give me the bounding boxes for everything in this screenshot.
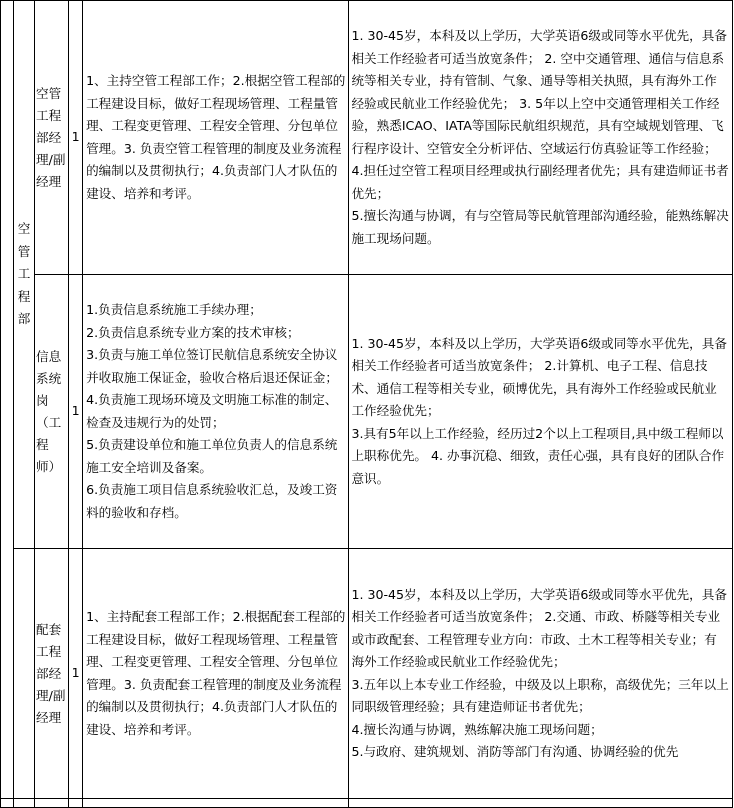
requirements-cell bbox=[349, 1, 733, 275]
position-cell bbox=[35, 549, 69, 799]
requirement-text: 3.具有5年以上工作经验，经历过2个以上工程项目,具中级工程师以上职称优先。 4. 办事沉稳、细致，责任心强，具有良好的团队合作意识。 bbox=[351, 425, 725, 486]
duties-cell bbox=[83, 549, 349, 799]
requirement-text: 1. 30-45岁，本科及以上学历，大学英语6级或同等水平优先，具备相关工作经验者可适当放宽条件； 2.交通、市政、桥隧等相关专业或市政配套、工程管理专业方向：市政、土木工程等相关专业；有海外工作经验或民航业工作经验优先； bbox=[351, 586, 727, 669]
duty-text: 6.负责施工项目信息系统验收汇总，及竣工资料的验收和存档。 bbox=[86, 482, 338, 520]
requirement-text: 5.与政府、建筑规划、消防等部门有沟通、协调经验的优先 bbox=[351, 744, 679, 759]
duties-cell bbox=[83, 275, 349, 549]
blank-cell bbox=[83, 799, 349, 808]
blank-cell bbox=[35, 799, 69, 808]
headcount-cell bbox=[69, 1, 83, 275]
department-cell bbox=[14, 1, 35, 549]
position-cell bbox=[35, 1, 69, 275]
position-cell bbox=[35, 275, 69, 549]
duty-text: 3.负责与施工单位签订民航信息系统安全协议并收取施工保证金，验收合格后退还保证金； bbox=[86, 347, 338, 385]
requirement-text: 5.擅长沟通与协调，有与空管局等民航管理部沟通经验，能熟练解决施工现场问题。 bbox=[351, 208, 729, 246]
table-row-partial bbox=[1, 799, 733, 808]
requirement-text: 1. 30-45岁，本科及以上学历，大学英语6级或同等水平优先，具备相关工作经验者可适当放宽条件； 2.计算机、电子工程、信息技术、通信工程等相关专业，硕博优先，具有海外工作经验或民航业工作经验优先； bbox=[351, 335, 727, 419]
requirements-cell bbox=[349, 549, 733, 799]
duty-text: 1、主持配套工程部工作；2.根据配套工程部的工程建设目标，做好工程现场管理、工程量管理、工程变更管理、工程安全管理、分包单位管理。3. 负责配套工程管理的制度及业务流程的编制以及贯彻执行；4.负责部门人才队伍的建设、培养和考评。 bbox=[86, 609, 346, 737]
requirement-text: 4.擅长沟通与协调，熟练解决施工现场问题； bbox=[351, 721, 603, 737]
duty-text: 1.负责信息系统施工手续办理； bbox=[86, 302, 262, 317]
duty-text: 5.负责建设单位和施工单位负责人的信息系统施工安全培训及备案。 bbox=[86, 437, 338, 475]
requirement-text: 3.五年以上本专业工作经验，中级及以上职称，高级优先；三年以上同职级管理经验；具有建造师证书者优先； bbox=[351, 676, 729, 714]
duties-cell bbox=[83, 1, 349, 275]
headcount-cell bbox=[69, 275, 83, 549]
duty-text: 4.负责施工现场环境及文明施工标准的制定、检查及违规行为的处罚； bbox=[86, 392, 338, 430]
blank-cell bbox=[69, 799, 83, 808]
position-name: 配套工程部经理/副经理 bbox=[36, 621, 66, 725]
position-name: 空管工程部经理/副经理 bbox=[36, 85, 66, 189]
blank-cell bbox=[1, 1, 14, 799]
duty-text: 2.负责信息系统专业方案的技术审核； bbox=[86, 324, 300, 340]
requirements-cell bbox=[349, 275, 733, 549]
headcount: 1 bbox=[71, 665, 80, 681]
blank-cell bbox=[14, 799, 35, 808]
table-row bbox=[1, 549, 733, 799]
table-row bbox=[1, 275, 733, 549]
requirement-text: 1. 30-45岁，本科及以上学历，大学英语6级或同等水平优先，具备相关工作经验者可适当放宽条件； 2. 空中交通管理、通信与信息系统等相关专业，持有管制、气象、通导等相关执照，具有海外工作经验或民航业工作经验优先； 3. 5年以上空中交通管理相关工作经验，熟悉ICAO、IATA等国际民航组织规范，具有空域规划管理、飞行程序设计、空管安全分析评估、空域运行仿真验证等工作经验； 4.担任过空管工程项目经理或执行副经理者优先；具有建造师证书者优先； bbox=[351, 28, 729, 201]
department-name: 空管工程部 bbox=[17, 221, 31, 327]
headcount-cell bbox=[69, 549, 83, 799]
headcount: 1 bbox=[71, 129, 80, 145]
blank-cell bbox=[1, 799, 14, 808]
blank-cell bbox=[349, 799, 733, 808]
position-name: 信息系统岗（工程师） bbox=[36, 348, 62, 474]
table-row bbox=[1, 1, 733, 275]
duty-text: 1、主持空管工程部工作；2.根据空管工程部的工程建设目标，做好工程现场管理、工程量管理、工程变更管理、工程安全管理、分包单位管理。3. 负责空管工程管理的制度及业务流程的编制以及贯彻执行；4.负责部门人才队伍的建设、培养和考评。 bbox=[86, 73, 346, 201]
headcount: 1 bbox=[71, 403, 80, 419]
department-cell-empty bbox=[14, 549, 35, 799]
